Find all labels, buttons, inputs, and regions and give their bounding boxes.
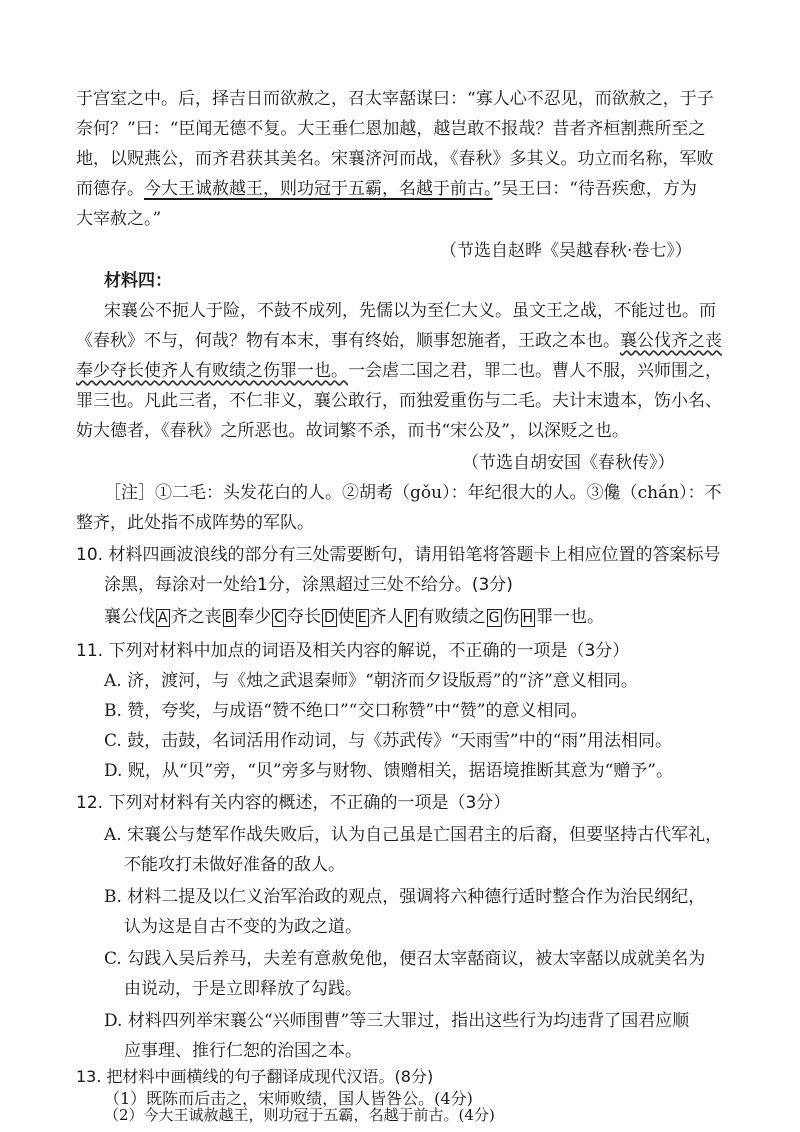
passage4-line-3: [76, 360, 722, 382]
answer-box-c[interactable]: C: [274, 610, 284, 626]
seg-6: 有败绩之: [417, 607, 486, 627]
passage4-line-2: [76, 330, 722, 352]
passage3-line-1: 于宫室之中。后，择吉日而欲赦之，召太宰嚭谋曰：“寡人心不忍见，而欲赦之，于子: [76, 89, 714, 109]
seg-5: 齐人: [369, 607, 404, 627]
q12-option-a[interactable]: A. 宋襄公与楚军作战失败后，认为自己虽是亡国君主的后裔，但要坚持古代军礼，: [104, 825, 723, 845]
passage3-line-5: 大宰赦之。”: [76, 209, 162, 229]
passage3-line-4-start: 而德存。: [76, 179, 144, 199]
answer-box-h[interactable]: H: [522, 610, 534, 626]
q11-option-d[interactable]: D. 贶，从“贝”旁，“贝”旁多与财物、馈赠相关，据语境推断其意为“赠予”。: [104, 761, 673, 781]
q12-option-a-cont: 不能攻打未做好准备的敌人。: [124, 855, 345, 875]
seg-4: 使: [337, 607, 355, 627]
q12-option-c-cont: 由说动，于是立即释放了勾践。: [124, 979, 362, 999]
q10-answer-line: [104, 606, 604, 628]
seg-8: 罪一也。: [536, 607, 605, 627]
q12-option-c[interactable]: C. 勾践入吴后养马，夫差有意赦免他，便召太宰嚭商议，被太宰嚭以成就美名为: [104, 949, 706, 969]
q11-option-c[interactable]: C. 鼓，击鼓，名词活用作动词，与《苏武传》“天雨雪”中的“雨”用法相同。: [104, 731, 672, 751]
seg-2: 奉少: [237, 607, 272, 627]
passage3-line-3: 地，以贶燕公，而齐君获其美名。宋襄济河而战，《春秋》多其义。功立而名称，军败: [76, 149, 714, 169]
answer-box-f[interactable]: F: [406, 610, 415, 626]
q12-option-d-cont: 应事理、推行仁恕的治国之本。: [124, 1041, 362, 1061]
seg-1: 齐之丧: [170, 607, 222, 627]
answer-box-e[interactable]: E: [357, 610, 367, 626]
seg-7: 伤: [502, 607, 520, 627]
answer-box-g[interactable]: G: [488, 610, 500, 626]
q12-option-b[interactable]: B. 材料二提及以仁义治军治政的观点，强调将六种德行适时整合作为治民纲纪，: [104, 887, 706, 907]
answer-box-a[interactable]: A: [158, 610, 168, 626]
passage3-source: （节选自赵晔《吴越春秋·卷七》）: [440, 241, 692, 261]
passage4-line-2-start: 《春秋》不与，何哉？物有本末，事有终始，顺事恕施者，王政之本也。: [76, 331, 620, 351]
q13-sentence-2: （2）今大王诚赦越王，则功冠于五霸，名越于前古。(4分): [104, 1106, 495, 1124]
q12-stem: 12. 下列对材料有关内容的概述，不正确的一项是（3分）: [76, 793, 511, 813]
passage4-line-1: 宋襄公不扼人于险，不鼓不成列，先儒以为至仁大义。虽文王之战，不能过也。而: [104, 301, 716, 321]
seg-0: 襄公伐: [104, 607, 155, 627]
q13-stem: 13. 把材料中画横线的句子翻译成现代汉语。(8分): [76, 1067, 434, 1086]
seg-3: 夺长: [286, 607, 321, 627]
passage3-line-4: [76, 178, 697, 200]
q10-stem-line-2: 涂黑，每涂对一处给1分，涂黑超过三处不给分。(3分): [104, 575, 513, 595]
underlined-sentence: 今大王诚赦越王，则功冠于五霸，名越于前古。: [144, 179, 493, 199]
notes-line-1: ［注］①二毛：头发花白的人。②胡耇（gǒu）：年纪很大的人。③儳（chán）：不: [104, 483, 722, 503]
answer-box-b[interactable]: B: [224, 610, 235, 626]
q12-option-b-cont: 认为这是自古不变的为政之道。: [124, 917, 362, 937]
wavy-segment-end: 奉少夺长使齐人有败绩之伤罪一也。: [76, 361, 348, 381]
q12-option-d[interactable]: D. 材料四列举宋襄公“兴师围曹”等三大罪过，指出这些行为均违背了国君应顺: [104, 1011, 690, 1031]
q11-stem: 11. 下列对材料中加点的词语及相关内容的解说，不正确的一项是（3分）: [76, 641, 630, 661]
q10-stem-line-1: 10. 材料四画波浪线的部分有三处需要断句，请用铅笔将答题卡上相应位置的答案标号: [76, 545, 721, 565]
q11-option-a[interactable]: A. 济，渡河，与《烛之武退秦师》“朝济而夕设版焉”的“济”意义相同。: [104, 671, 638, 691]
wavy-segment-start: 襄公伐齐之丧: [620, 331, 722, 351]
passage4-line-3-rest: 一会虐二国之君，罪二也。曹人不服，兴师围之，: [348, 361, 722, 381]
passage4-source: （节选自胡安国《春秋传》）: [462, 453, 675, 473]
passage3-line-4-end: ”吴王曰：“待吾疾愈，方为: [492, 179, 697, 199]
passage4-line-5: 妨大德者，《春秋》之所恶也。故词繁不杀，而书“宋公及”，以深贬之也。: [76, 421, 629, 441]
notes-line-2: 整齐，此处指不成阵势的军队。: [76, 513, 314, 533]
passage4-line-4: 罪三也。凡此三者，不仁非义，襄公敢行，而独爱重伤与二毛。夫计末遗本，饬小名、: [76, 391, 722, 411]
passage3-line-2: 奈何？”曰：“臣闻无德不复。大王垂仁恩加越，越岂敢不报哉？昔者齐桓割燕所至之: [76, 119, 706, 139]
answer-box-d[interactable]: D: [323, 610, 335, 626]
q13-sentence-1: （1）既陈而后击之，宋师败绩，国人皆咎公。(4分): [104, 1089, 473, 1108]
q11-option-b[interactable]: B. 赞，夸奖，与成语“赞不绝口”“交口称赞”中“赞”的意义相同。: [104, 701, 588, 721]
passage4-title: 材料四：: [104, 271, 172, 291]
